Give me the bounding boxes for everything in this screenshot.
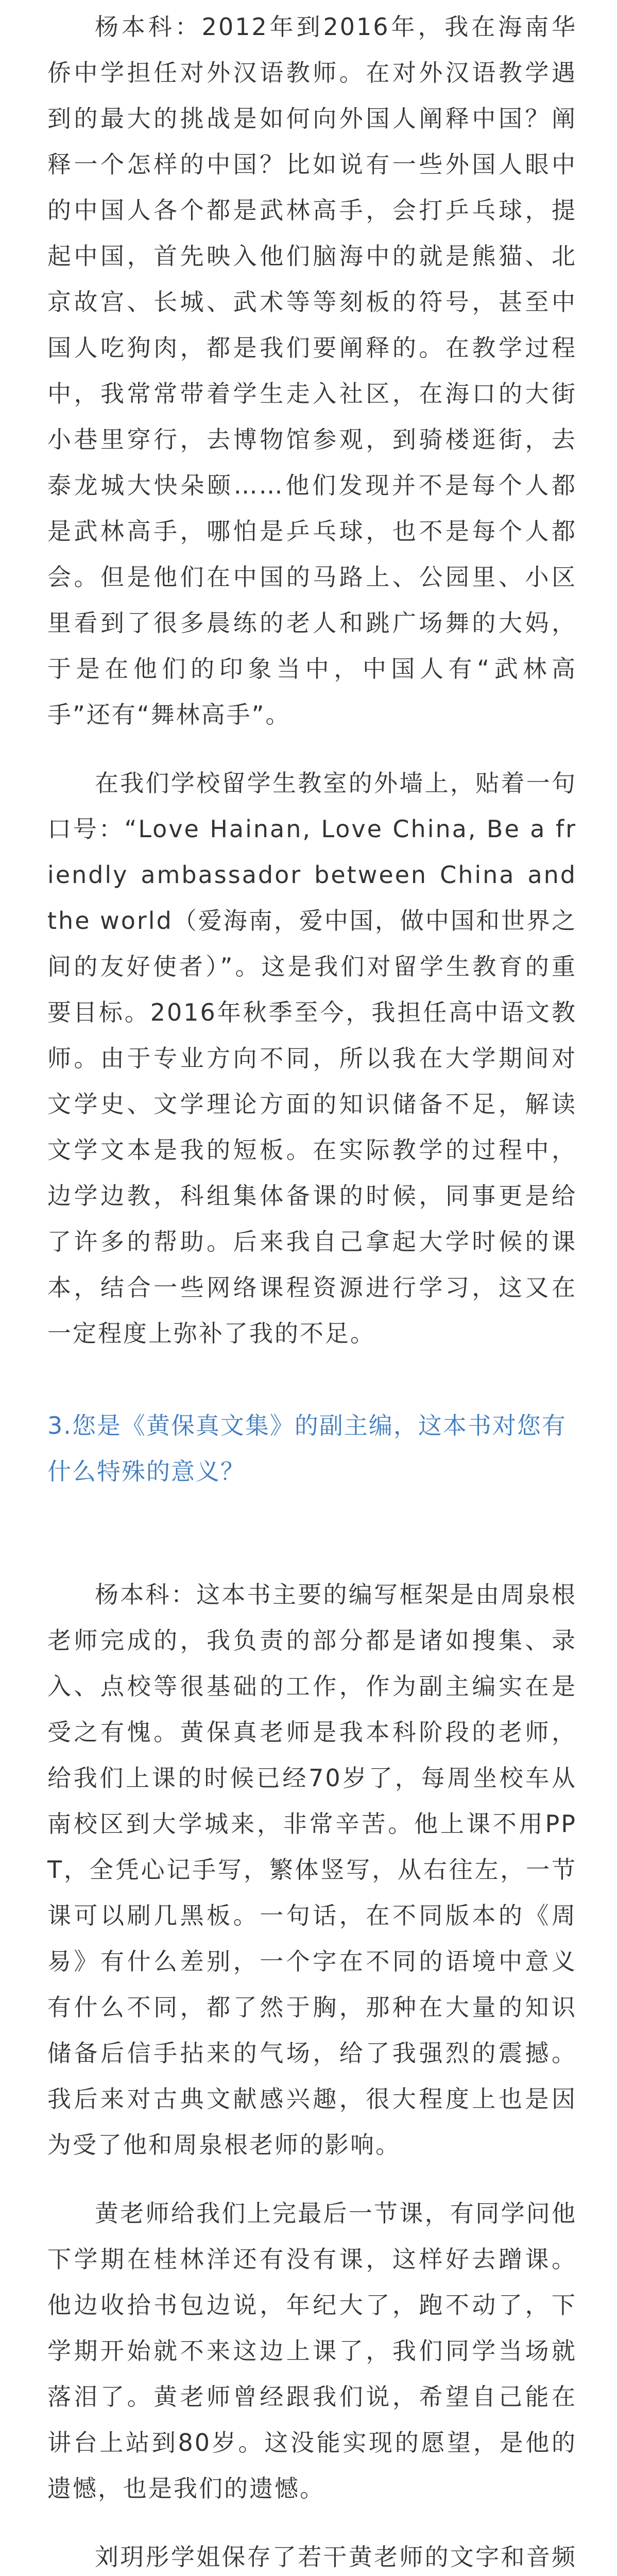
spacer — [47, 1495, 577, 1572]
answer-paragraph-slogan: 在我们学校留学生教室的外墙上，贴着一句口号：“Love Hainan, Love China, Be a friendly ambassador between China and the world（爱海南，爱中国，做中国和世界之间的友好使者）”。这是我们对留学生教育的重要目标。2016年秋季至今，我担任高中语文教师。由于专业方向不同，所以我在大学期间对文学史、文学理论方面的知识储备不足，解读文学文本是我的短板。在实际教学的过程中，边学边教，科组集体备课的时候，同事更是给了许多的帮助。后来我自己拿起大学时候的课本，结合一些网络课程资源进行学习，这又在一定程度上弥补了我的不足。 — [47, 769, 577, 1347]
answer-paragraph-last-class: 黄老师给我们上完最后一节课，有同学问他下学期在桂林洋还有没有课，这样好去蹭课。他边收拾书包边说，年纪大了，跑不动了，下学期开始就不来这边上课了，我们同学当场就落泪了。黄老师曾经跟我们说，希望自己能在讲台上站到80岁。这没能实现的愿望，是他的遗憾，也是我们的遗憾。 — [47, 2199, 577, 2502]
spacer — [47, 738, 577, 760]
question-heading-3: 3.您是《黄保真文集》的副主编，这本书对您有什么特殊的意义？ — [47, 1412, 567, 1485]
answer-paragraph-huang-baozhen: 杨本科：这本书主要的编写框架是由周泉根老师完成的，我负责的部分都是诸如搜集、录入、点校等很基础的工作，作为副主编实在是受之有愧。黄保真老师是我本科阶段的老师，给我们上课的时候已经70岁了，每周坐校车从南校区到大学城来，非常辛苦。他上课不用PPT，全凭心记手写，繁体竖写，从右往左，一节课可以刷几黑板。一句话，在不同版本的《周易》有什么差别，一个字在不同的语境中意义有什么不同，都了然于胸，那种在大量的知识储备后信手拈来的气场，给了我强烈的震撼。我后来对古典文献感兴趣，很大程度上也是因为受了他和周泉根老师的影响。 — [47, 1581, 577, 2159]
answer-paragraph-teaching-foreigners: 杨本科：2012年到2016年，我在海南华侨中学担任对外汉语教师。在对外汉语教学遇到的最大的挑战是如何向外国人阐释中国？阐释一个怎样的中国？比如说有一些外国人眼中的中国人各个都是武林高手，会打乒乓球，提起中国，首先映入他们脑海中的就是熊猫、北京故宫、长城、武术等等刻板的符号，甚至中国人吃狗肉，都是我们要阐释的。在教学过程中，我常常带着学生走入社区，在海口的大街小巷里穿行，去博物馆参观，到骑楼逛街，去泰龙城大快朵颐……他们发现并不是每个人都是武林高手，哪怕是乒乓球，也不是每个人都会。但是他们在中国的马路上、公园里、小区里看到了很多晨练的老人和跳广场舞的大妈，于是在他们的印象当中，中国人有“武林高手”还有“舞林高手”。 — [47, 13, 577, 728]
spacer — [47, 2168, 577, 2191]
article-body — [0, 4, 617, 2576]
spacer — [47, 2512, 577, 2534]
answer-paragraph-liu-yuetong: 刘玥彤学姐保存了若干黄老师的文字和音频 — [95, 2543, 577, 2571]
spacer — [47, 1357, 577, 1403]
